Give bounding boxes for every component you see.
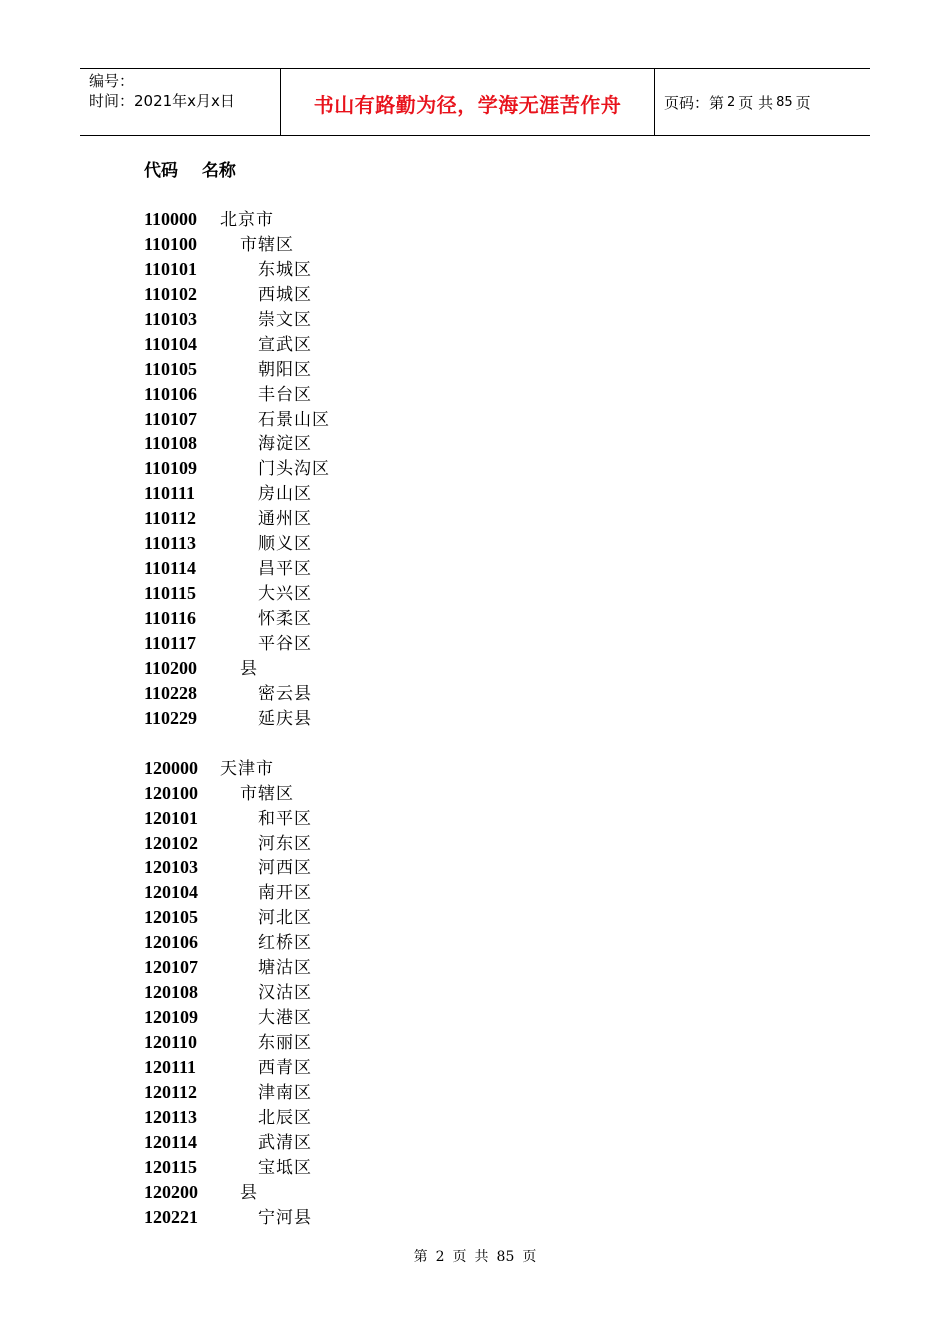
list-item [144,207,330,232]
region-code: 120112 [144,1081,198,1102]
region-code: 110000 [144,209,198,229]
footer-mid2: 共 [474,1249,489,1265]
region-code: 110102 [144,283,198,304]
region-name: 和平区 [258,808,312,829]
region-code: 110107 [144,408,198,429]
list-item [144,257,330,282]
region-name: 海淀区 [258,434,312,455]
region-code: 110116 [144,608,197,628]
list-item [144,1105,330,1130]
region-code: 120200 [144,1181,198,1202]
region-name: 延庆县 [258,708,312,729]
region-code: 110229 [144,707,198,728]
column-headers [144,158,330,184]
region-code: 120109 [144,1007,198,1028]
region-code: 120103 [144,857,198,878]
region-code: 120115 [144,1156,198,1177]
page-footer [0,1246,950,1266]
list-item [144,1005,330,1030]
region-name: 丰台区 [258,384,312,405]
region-groups [144,207,330,1230]
list-item [144,606,330,631]
region-name: 昌平区 [258,559,312,580]
region-name: 宣武区 [258,334,312,355]
region-name: 怀柔区 [258,609,312,629]
list-item [144,781,330,806]
region-name: 宝坻区 [258,1157,312,1178]
header-page-info [655,69,870,135]
list-item [144,905,330,930]
region-name: 北京市 [220,210,274,230]
region-code: 120000 [144,757,198,778]
region-name: 东城区 [258,259,312,280]
list-item [144,232,330,257]
list-item [144,407,330,432]
footer-mid1: 页 [452,1249,467,1265]
list-item [144,930,330,955]
region-name: 市辖区 [240,234,294,255]
footer-total: 85 [496,1249,515,1265]
region-name: 津南区 [258,1082,312,1103]
region-group [144,207,330,731]
list-item [144,656,330,681]
list-item [144,506,330,531]
region-code: 120100 [144,782,198,803]
list-item [144,880,330,905]
region-name: 石景山区 [258,409,330,430]
code-list [144,158,330,1230]
motto: 书山有路勤为径，学海无涯苦作舟 [313,93,622,117]
list-item [144,581,330,606]
list-item [144,1180,330,1205]
region-name: 顺义区 [258,534,312,555]
region-code: 110106 [144,383,198,404]
list-item [144,282,330,307]
region-code: 110117 [144,632,197,653]
region-code: 120105 [144,907,198,928]
list-item [144,1055,330,1080]
region-name: 县 [240,1182,258,1203]
region-code: 120107 [144,957,198,978]
region-name: 朝阳区 [258,359,312,380]
column-code-header: 代码 [144,161,178,181]
region-name: 西城区 [258,284,312,305]
page-label-suffix: 页 [795,93,811,112]
list-item [144,1130,330,1155]
region-name: 东丽区 [258,1033,312,1053]
page-total: 85 [776,94,793,110]
list-item [144,332,330,357]
region-code: 110115 [144,583,197,604]
list-item [144,431,330,456]
list-item [144,831,330,856]
region-code: 120108 [144,982,198,1003]
list-item [144,481,330,506]
region-code: 110111 [144,483,196,504]
list-item [144,855,330,880]
region-name: 天津市 [220,758,274,779]
region-name: 平谷区 [258,633,312,654]
region-code: 110109 [144,458,198,479]
region-name: 南开区 [258,883,312,904]
region-name: 塘沽区 [258,958,312,979]
footer-suffix: 页 [522,1249,537,1265]
list-item [144,681,330,706]
region-name: 汉沽区 [258,983,312,1004]
region-name: 市辖区 [240,783,294,804]
list-item [144,706,330,731]
page-header [80,68,870,136]
list-item [144,1030,330,1055]
region-name: 门头沟区 [258,459,330,480]
region-name: 武清区 [258,1132,312,1153]
list-item [144,531,330,556]
region-group [144,756,330,1230]
region-name: 红桥区 [258,933,312,954]
region-name: 崇文区 [258,309,312,330]
list-item [144,955,330,980]
region-code: 110108 [144,433,198,454]
region-code: 110105 [144,358,198,379]
footer-current: 2 [435,1249,445,1265]
region-code: 120102 [144,832,198,853]
region-code: 120106 [144,932,198,953]
region-name: 北辰区 [258,1107,312,1128]
region-name: 河北区 [258,908,312,929]
region-code: 120221 [144,1206,198,1227]
page-label-prefix: 页码：第 [664,93,725,112]
region-code: 120113 [144,1106,198,1127]
region-code: 120101 [144,807,198,828]
region-name: 密云县 [258,683,312,704]
region-code: 120111 [144,1056,197,1077]
region-code: 120104 [144,882,198,903]
region-code: 120110 [144,1032,198,1052]
region-name: 河西区 [258,858,312,879]
list-item [144,1080,330,1105]
page-label-mid: 页 共 [738,93,774,112]
region-code: 110228 [144,682,198,703]
list-item [144,631,330,656]
page-current: 2 [727,94,736,110]
region-code: 120114 [144,1131,198,1152]
time-label: 时间：2021年x月x日 [89,92,235,110]
region-code: 110104 [144,333,198,354]
region-name: 西青区 [258,1057,312,1078]
header-meta [80,69,281,135]
region-name: 河东区 [258,833,312,854]
region-code: 110113 [144,533,197,554]
list-item [144,357,330,382]
region-name: 县 [240,658,258,679]
list-item [144,307,330,332]
list-item [144,756,330,781]
list-item [144,1205,330,1230]
list-item [144,1155,330,1180]
list-item [144,456,330,481]
column-name-header: 名称 [201,161,236,181]
region-name: 大港区 [258,1008,312,1029]
list-item [144,980,330,1005]
region-code: 110200 [144,657,198,678]
list-item [144,806,330,831]
region-name: 大兴区 [258,584,312,605]
number-label: 编号： [89,72,135,90]
region-name: 房山区 [258,484,312,505]
region-name: 宁河县 [258,1207,312,1228]
region-name: 通州区 [258,509,312,530]
region-code: 110112 [144,508,197,529]
region-code: 110114 [144,558,197,579]
footer-prefix: 第 [413,1249,428,1265]
list-item [144,382,330,407]
region-code: 110103 [144,308,198,329]
region-code: 110101 [144,258,198,279]
region-code: 110100 [144,233,198,254]
list-item [144,556,330,581]
header-motto-cell [281,69,655,135]
